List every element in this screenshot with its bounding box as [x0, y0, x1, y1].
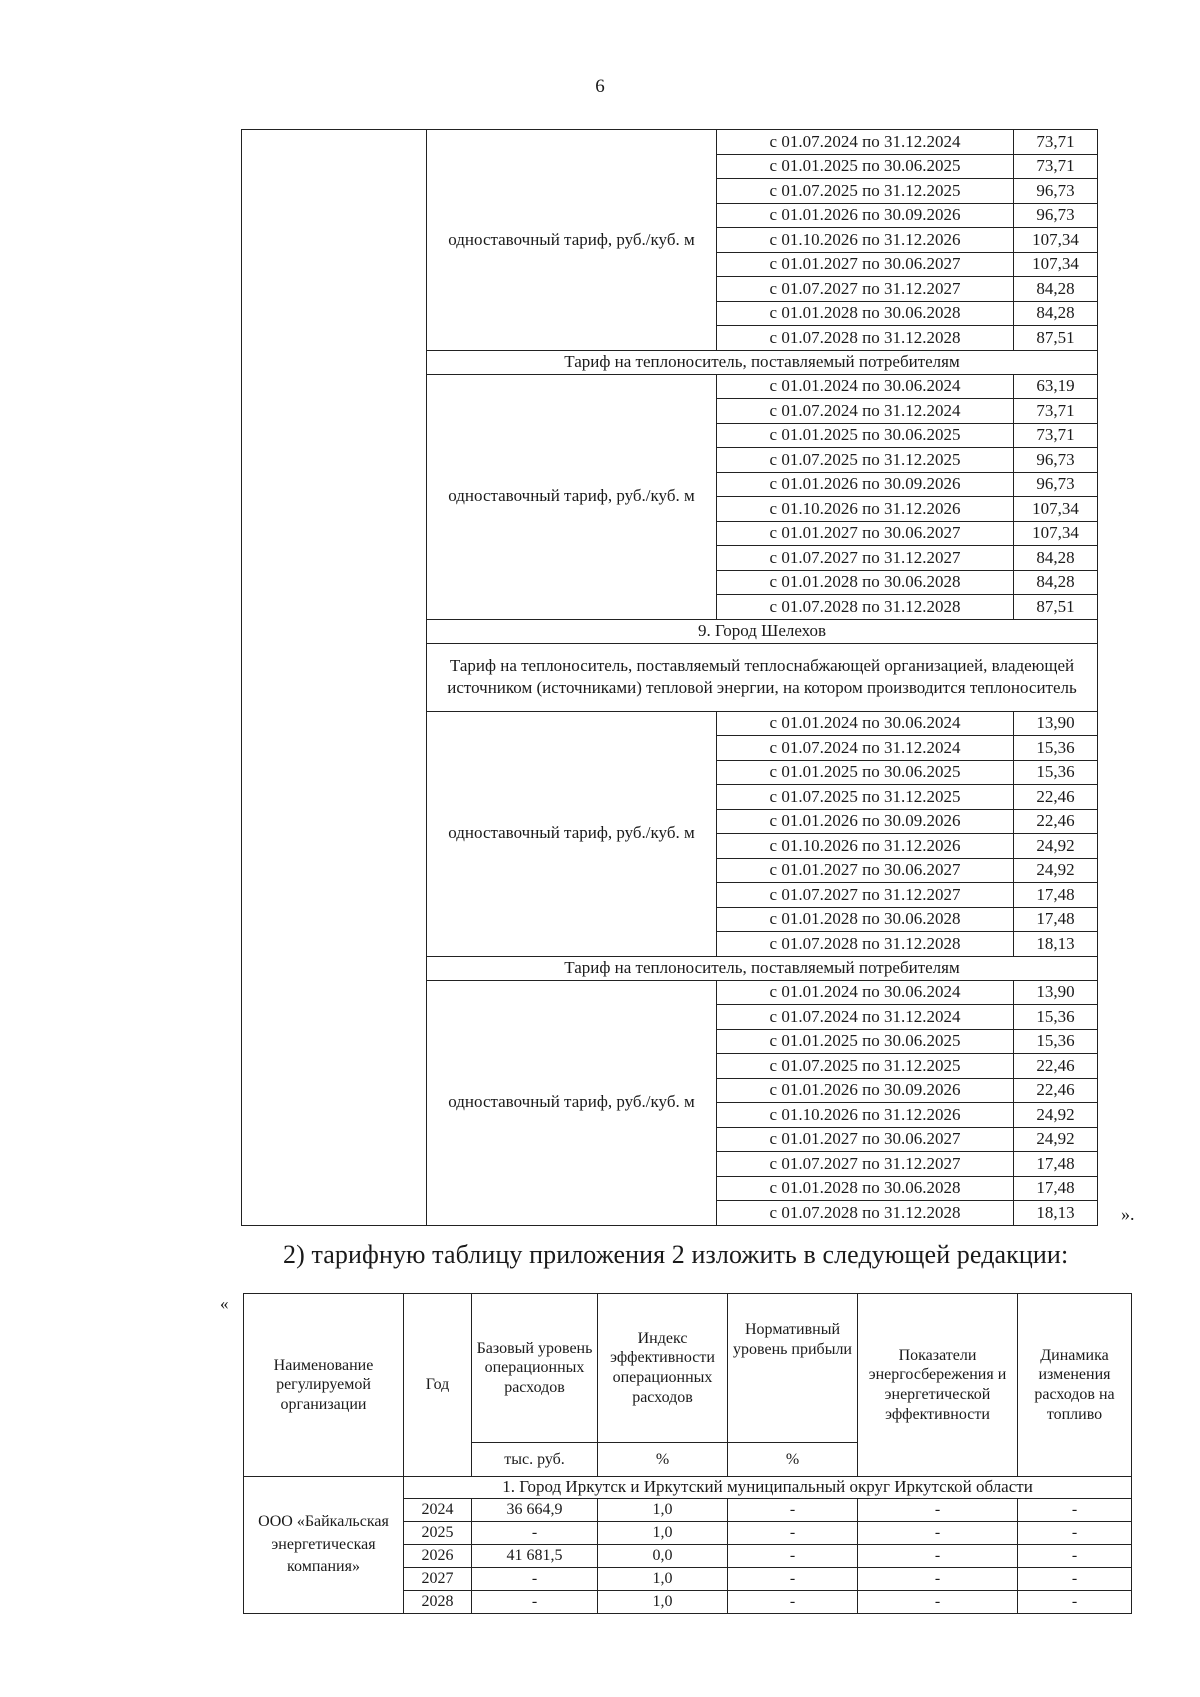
year-cell: 2027	[404, 1567, 472, 1590]
tariff-value-cell: 24,92	[1014, 834, 1098, 859]
amendment-paragraph: 2) тарифную таблицу приложения 2 изложить в следующей редакции:	[283, 1240, 1069, 1269]
tariff-value-cell: 13,90	[1014, 980, 1098, 1005]
profit-cell: -	[728, 1567, 858, 1590]
tariff-value-cell: 18,13	[1014, 1201, 1098, 1226]
consumers-header: Тариф на теплоноситель, поставляемый потребителям	[427, 350, 1098, 374]
base-cell: 36 664,9	[472, 1498, 598, 1521]
unit-profit: %	[728, 1443, 858, 1477]
energy-cell: -	[858, 1567, 1018, 1590]
index-cell: 0,0	[598, 1544, 728, 1567]
period-cell: с 01.10.2026 по 31.12.2026	[717, 228, 1014, 253]
period-cell: с 01.01.2026 по 30.09.2026	[717, 472, 1014, 497]
profit-cell: -	[728, 1521, 858, 1544]
tariff-value-cell: 84,28	[1014, 546, 1098, 571]
period-cell: с 01.07.2028 по 31.12.2028	[717, 932, 1014, 957]
tariff-type-label: одноставочный тариф, руб./куб. м	[427, 711, 717, 956]
tariff-value-cell: 17,48	[1014, 883, 1098, 908]
header-org: Наименование регулируемой организации	[244, 1294, 404, 1477]
year-cell: 2026	[404, 1544, 472, 1567]
tariff-value-cell: 17,48	[1014, 907, 1098, 932]
tariff-type-label: одноставочный тариф, руб./куб. м	[427, 130, 717, 351]
tariff-value-cell: 107,34	[1014, 497, 1098, 522]
year-cell: 2028	[404, 1590, 472, 1613]
header-fuel: Динамика изменения расходов на топливо	[1018, 1294, 1132, 1477]
tariff-type-label: одноставочный тариф, руб./куб. м	[427, 374, 717, 619]
period-cell: с 01.07.2024 по 31.12.2024	[717, 399, 1014, 424]
tariff-value-cell: 84,28	[1014, 277, 1098, 302]
tariff-value-cell: 15,36	[1014, 760, 1098, 785]
tariff-row	[242, 130, 1098, 155]
period-cell: с 01.01.2025 по 30.06.2025	[717, 1029, 1014, 1054]
fuel-cell: -	[1018, 1498, 1132, 1521]
tariff-value-cell: 96,73	[1014, 179, 1098, 204]
period-cell: с 01.01.2024 по 30.06.2024	[717, 374, 1014, 399]
tariff-value-cell: 73,71	[1014, 423, 1098, 448]
period-cell: с 01.07.2025 по 31.12.2025	[717, 785, 1014, 810]
tariff-value-cell: 24,92	[1014, 1127, 1098, 1152]
fuel-cell: -	[1018, 1567, 1132, 1590]
tariff-value-cell: 73,71	[1014, 399, 1098, 424]
period-cell: с 01.07.2027 по 31.12.2027	[717, 1152, 1014, 1177]
profit-cell: -	[728, 1544, 858, 1567]
tariff-value-cell: 107,34	[1014, 252, 1098, 277]
period-cell: с 01.01.2027 по 30.06.2027	[717, 1127, 1014, 1152]
base-cell: 41 681,5	[472, 1544, 598, 1567]
period-cell: с 01.10.2026 по 31.12.2026	[717, 1103, 1014, 1128]
opening-quote: «	[220, 1294, 229, 1313]
tariff-value-cell: 22,46	[1014, 1054, 1098, 1079]
unit-base: тыс. руб.	[472, 1443, 598, 1477]
index-cell: 1,0	[598, 1498, 728, 1521]
fuel-cell: -	[1018, 1590, 1132, 1613]
organization-cell	[242, 130, 427, 1226]
energy-cell: -	[858, 1544, 1018, 1567]
period-cell: с 01.07.2025 по 31.12.2025	[717, 1054, 1014, 1079]
header-profit: Нормативный уровень прибыли	[728, 1294, 858, 1443]
supplier-header: Тариф на теплоноситель, поставляемый теплоснабжающей организацией, владеющей источником (источниками) тепловой энергии, на котором производится теплоноситель	[427, 643, 1098, 711]
unit-index: %	[598, 1443, 728, 1477]
period-cell: с 01.07.2028 по 31.12.2028	[717, 326, 1014, 351]
closing-quote: ».	[1121, 1204, 1135, 1224]
header-year: Год	[404, 1294, 472, 1477]
period-cell: с 01.07.2028 по 31.12.2028	[717, 595, 1014, 620]
fuel-cell: -	[1018, 1544, 1132, 1567]
base-cell: -	[472, 1521, 598, 1544]
index-cell: 1,0	[598, 1567, 728, 1590]
region-header: 1. Город Иркутск и Иркутский муниципальный округ Иркутской области	[404, 1477, 1132, 1499]
consumers-header: Тариф на теплоноситель, поставляемый потребителям	[427, 956, 1098, 980]
period-cell: с 01.01.2026 по 30.09.2026	[717, 203, 1014, 228]
header-row	[244, 1294, 1132, 1443]
page-number: 6	[595, 76, 605, 97]
tariff-value-cell: 87,51	[1014, 326, 1098, 351]
tariff-value-cell: 63,19	[1014, 374, 1098, 399]
tariff-value-cell: 73,71	[1014, 154, 1098, 179]
year-cell: 2025	[404, 1521, 472, 1544]
period-cell: с 01.01.2024 по 30.06.2024	[717, 711, 1014, 736]
period-cell: с 01.01.2027 по 30.06.2027	[717, 252, 1014, 277]
energy-cell: -	[858, 1590, 1018, 1613]
tariff-value-cell: 24,92	[1014, 858, 1098, 883]
period-cell: с 01.01.2028 по 30.06.2028	[717, 907, 1014, 932]
period-cell: с 01.07.2024 по 31.12.2024	[717, 736, 1014, 761]
tariff-value-cell: 107,34	[1014, 228, 1098, 253]
period-cell: с 01.01.2026 по 30.09.2026	[717, 1078, 1014, 1103]
tariff-value-cell: 96,73	[1014, 448, 1098, 473]
period-cell: с 01.07.2025 по 31.12.2025	[717, 179, 1014, 204]
header-energy: Показатели энергосбережения и энергетической эффективности	[858, 1294, 1018, 1477]
profit-cell: -	[728, 1498, 858, 1521]
tariff-value-cell: 17,48	[1014, 1152, 1098, 1177]
profit-cell: -	[728, 1590, 858, 1613]
index-cell: 1,0	[598, 1521, 728, 1544]
period-cell: с 01.10.2026 по 31.12.2026	[717, 834, 1014, 859]
header-base: Базовый уровень операционных расходов	[472, 1294, 598, 1443]
tariff-value-cell: 22,46	[1014, 1078, 1098, 1103]
period-cell: с 01.01.2024 по 30.06.2024	[717, 980, 1014, 1005]
index-cell: 1,0	[598, 1590, 728, 1613]
tariff-value-cell: 96,73	[1014, 203, 1098, 228]
header-index: Индекс эффективности операционных расходов	[598, 1294, 728, 1443]
organization-name: ООО «Байкальская энергетическая компания»	[244, 1477, 404, 1614]
tariff-value-cell: 22,46	[1014, 809, 1098, 834]
tariff-value-cell: 24,92	[1014, 1103, 1098, 1128]
energy-cell: -	[858, 1521, 1018, 1544]
period-cell: с 01.01.2025 по 30.06.2025	[717, 423, 1014, 448]
tariff-value-cell: 17,48	[1014, 1176, 1098, 1201]
fuel-cell: -	[1018, 1521, 1132, 1544]
tariff-value-cell: 84,28	[1014, 570, 1098, 595]
tariff-value-cell: 22,46	[1014, 785, 1098, 810]
period-cell: с 01.07.2027 по 31.12.2027	[717, 546, 1014, 571]
period-cell: с 01.07.2027 по 31.12.2027	[717, 277, 1014, 302]
tariff-value-cell: 96,73	[1014, 472, 1098, 497]
period-cell: с 01.01.2026 по 30.09.2026	[717, 809, 1014, 834]
period-cell: с 01.01.2027 по 30.06.2027	[717, 521, 1014, 546]
tariff-value-cell: 15,36	[1014, 1005, 1098, 1030]
region-row	[244, 1477, 1132, 1499]
period-cell: с 01.01.2025 по 30.06.2025	[717, 154, 1014, 179]
tariff-value-cell: 107,34	[1014, 521, 1098, 546]
period-cell: с 01.01.2028 по 30.06.2028	[717, 301, 1014, 326]
period-cell: с 01.01.2027 по 30.06.2027	[717, 858, 1014, 883]
period-cell: с 01.10.2026 по 31.12.2026	[717, 497, 1014, 522]
period-cell: с 01.01.2028 по 30.06.2028	[717, 1176, 1014, 1201]
period-cell: с 01.07.2028 по 31.12.2028	[717, 1201, 1014, 1226]
period-cell: с 01.07.2027 по 31.12.2027	[717, 883, 1014, 908]
tariff-value-cell: 13,90	[1014, 711, 1098, 736]
tariff-type-label: одноставочный тариф, руб./куб. м	[427, 980, 717, 1225]
tariff-value-cell: 73,71	[1014, 130, 1098, 155]
tariff-value-cell: 18,13	[1014, 932, 1098, 957]
period-cell: с 01.01.2025 по 30.06.2025	[717, 760, 1014, 785]
period-cell: с 01.07.2025 по 31.12.2025	[717, 448, 1014, 473]
city-header: 9. Город Шелехов	[427, 619, 1098, 643]
energy-cell: -	[858, 1498, 1018, 1521]
base-cell: -	[472, 1590, 598, 1613]
year-cell: 2024	[404, 1498, 472, 1521]
tariff-value-cell: 87,51	[1014, 595, 1098, 620]
base-cell: -	[472, 1567, 598, 1590]
params-table	[243, 1293, 1132, 1614]
period-cell: с 01.07.2024 по 31.12.2024	[717, 1005, 1014, 1030]
period-cell: с 01.01.2028 по 30.06.2028	[717, 570, 1014, 595]
tariff-value-cell: 15,36	[1014, 1029, 1098, 1054]
tariff-value-cell: 84,28	[1014, 301, 1098, 326]
tariff-table	[241, 129, 1098, 1226]
period-cell: с 01.07.2024 по 31.12.2024	[717, 130, 1014, 155]
tariff-value-cell: 15,36	[1014, 736, 1098, 761]
